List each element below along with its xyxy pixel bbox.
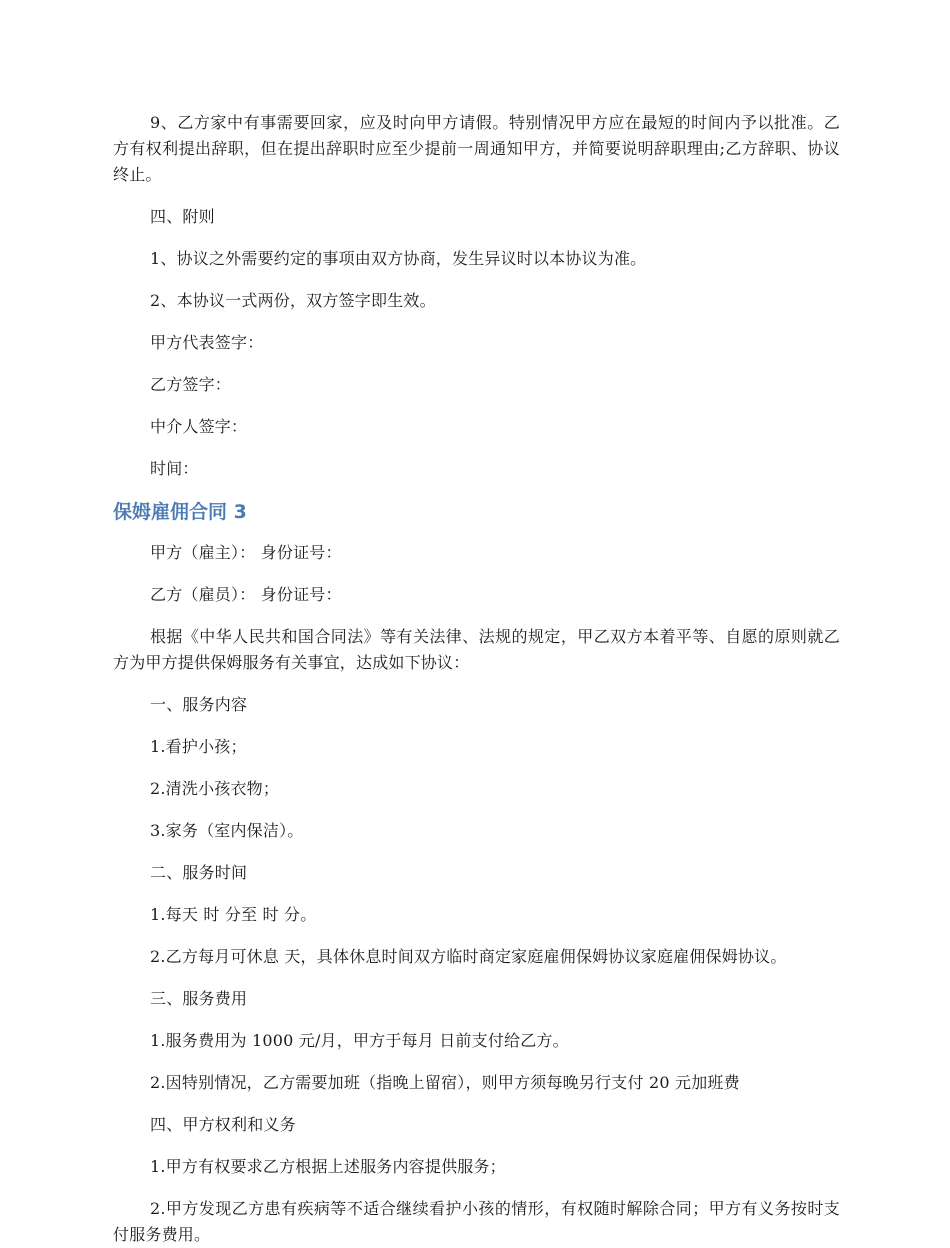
paragraph: 2、本协议一式两份，双方签字即生效。 — [150, 291, 436, 310]
paragraph: 9、乙方家中有事需要回家，应及时向甲方请假。特别情况甲方应在最短的时间内予以批准。乙方有权利提出辞职，但在提出辞职时应至少提前一周通知甲方，并简要说明辞职理由;乙方辞职、协议终止。 — [113, 113, 840, 184]
list-item: 2.清洗小孩衣物； — [150, 779, 280, 798]
signature-line-intermediary: 中介人签字： — [150, 417, 248, 436]
signature-line-party-b: 乙方签字： — [150, 375, 232, 394]
section-title: 二、服务时间 — [150, 863, 248, 882]
contract-heading: 保姆雇佣合同 3 — [113, 501, 247, 523]
list-item: 2.乙方每月可休息 天，具体休息时间双方临时商定家庭雇佣保姆协议家庭雇佣保姆协议。 — [150, 947, 787, 966]
list-item: 1.服务费用为 1000 元/月，甲方于每月 日前支付给乙方。 — [150, 1031, 569, 1050]
list-item: 2.因特别情况，乙方需要加班（指晚上留宿），则甲方须每晚另行支付 20 元加班费 — [150, 1073, 740, 1092]
preamble: 根据《中华人民共和国合同法》等有关法律、法规的规定，甲乙双方本着平等、自愿的原则就乙方为甲方提供保姆服务有关事宜，达成如下协议： — [113, 627, 840, 672]
party-a-line: 甲方（雇主）： 身份证号： — [150, 543, 342, 562]
section-title: 一、服务内容 — [150, 695, 248, 714]
list-item: 1.甲方有权要求乙方根据上述服务内容提供服务； — [150, 1157, 506, 1176]
paragraph: 1、协议之外需要约定的事项由双方协商，发生异议时以本协议为准。 — [150, 249, 647, 268]
section-title: 三、服务费用 — [150, 989, 248, 1008]
list-item: 1.看护小孩； — [150, 737, 247, 756]
list-item: 1.每天 时 分至 时 分。 — [150, 905, 317, 924]
party-b-line: 乙方（雇员）： 身份证号： — [150, 585, 342, 604]
list-item: 2.甲方发现乙方患有疾病等不适合继续看护小孩的情形，有权随时解除合同；甲方有义务按时支付服务费用。 — [113, 1199, 840, 1244]
section-title: 四、甲方权利和义务 — [150, 1115, 296, 1134]
date-line: 时间： — [150, 459, 199, 478]
section-title: 四、附则 — [150, 207, 215, 226]
signature-line-party-a: 甲方代表签字： — [150, 333, 264, 352]
list-item: 3.家务（室内保洁）。 — [150, 821, 304, 840]
